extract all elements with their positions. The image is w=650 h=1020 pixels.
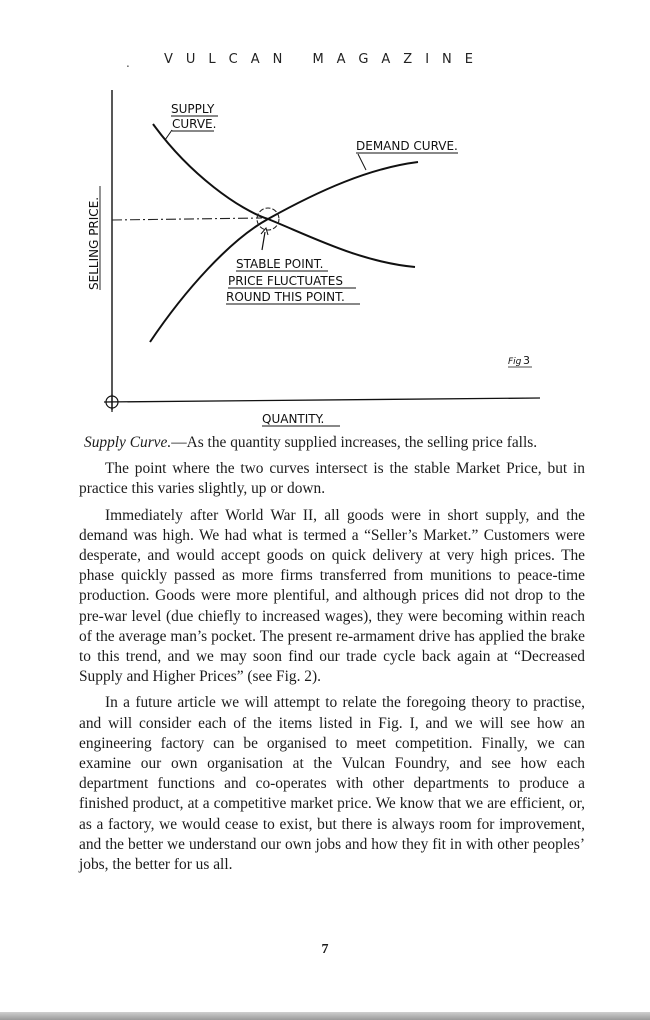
stable-label-line3: ROUND THIS POINT. xyxy=(226,290,345,304)
demand-label: DEMAND CURVE. xyxy=(356,139,458,153)
stable-label-line2: PRICE FLUCTUATES xyxy=(228,274,343,288)
page-bottom-edge xyxy=(0,1012,650,1020)
supply-label-line1: SUPPLY xyxy=(171,102,215,116)
supply-label-line2: CURVE. xyxy=(172,117,217,131)
demand-pointer xyxy=(358,154,366,170)
demand-curve xyxy=(150,162,418,342)
header-dot: . xyxy=(126,56,130,70)
price-guide-line xyxy=(112,218,262,220)
supply-pointer xyxy=(165,130,172,140)
magazine-title: VULCAN MAGAZINE xyxy=(163,52,486,67)
y-axis-label: SELLING PRICE. xyxy=(87,196,101,290)
x-axis xyxy=(104,398,540,402)
page-number: 7 xyxy=(321,942,329,957)
supply-curve-heading: Supply Curve. xyxy=(84,434,172,451)
figure-number-prefix: Fig xyxy=(508,357,522,367)
stable-label-line1: STABLE POINT. xyxy=(236,257,324,271)
stable-pointer xyxy=(262,232,265,250)
paragraph-future-article: In a future article we will attempt to relate the foregoing theory to practise, and will consider each of the items listed in Fig. I, and we will see how an engineering factory can be organised to meet competition. Finally, we can examine our own organisation at the Vulcan Foundry, and see how each department functions and co-operates with other departments to produce a finished product, at a competitive market price. We know that we are efficient, or, as a factory, we would cease to exist, but there is always room for improvement, and the better we understand our own jobs and how they fit in with other peoples’ jobs, the better for us all. xyxy=(79,694,585,874)
paragraph-intersection: The point where the two curves intersect is the stable Market Price, but in practice this varies slightly, up or down. xyxy=(79,460,585,498)
article-body xyxy=(79,433,585,881)
supply-curve-text: —As the quantity supplied increases, the selling price falls. xyxy=(171,434,538,451)
figure-number: 3 xyxy=(523,354,530,367)
paragraph-supply-curve xyxy=(79,433,585,453)
paragraph-post-war: Immediately after World War II, all goods were in short supply, and the demand was high. We had what is termed a “Seller’s Market.” Customers were desperate, and would accept goods on quick delivery at very high prices. The phase quickly passed as more firms transferred from munitions to peace-time production. Goods were more plentiful, and although prices did not drop to the pre-war level (due chiefly to increased wages), they were becoming within reach of the average man’s pocket. The present re-armament drive has applied the brake to this trend, and we may soon find our trade cycle back again at “Decreased Supply and Higher Prices” (see Fig. 2). xyxy=(79,506,585,686)
x-axis-label: QUANTITY. xyxy=(262,412,325,426)
supply-demand-figure xyxy=(0,80,650,430)
